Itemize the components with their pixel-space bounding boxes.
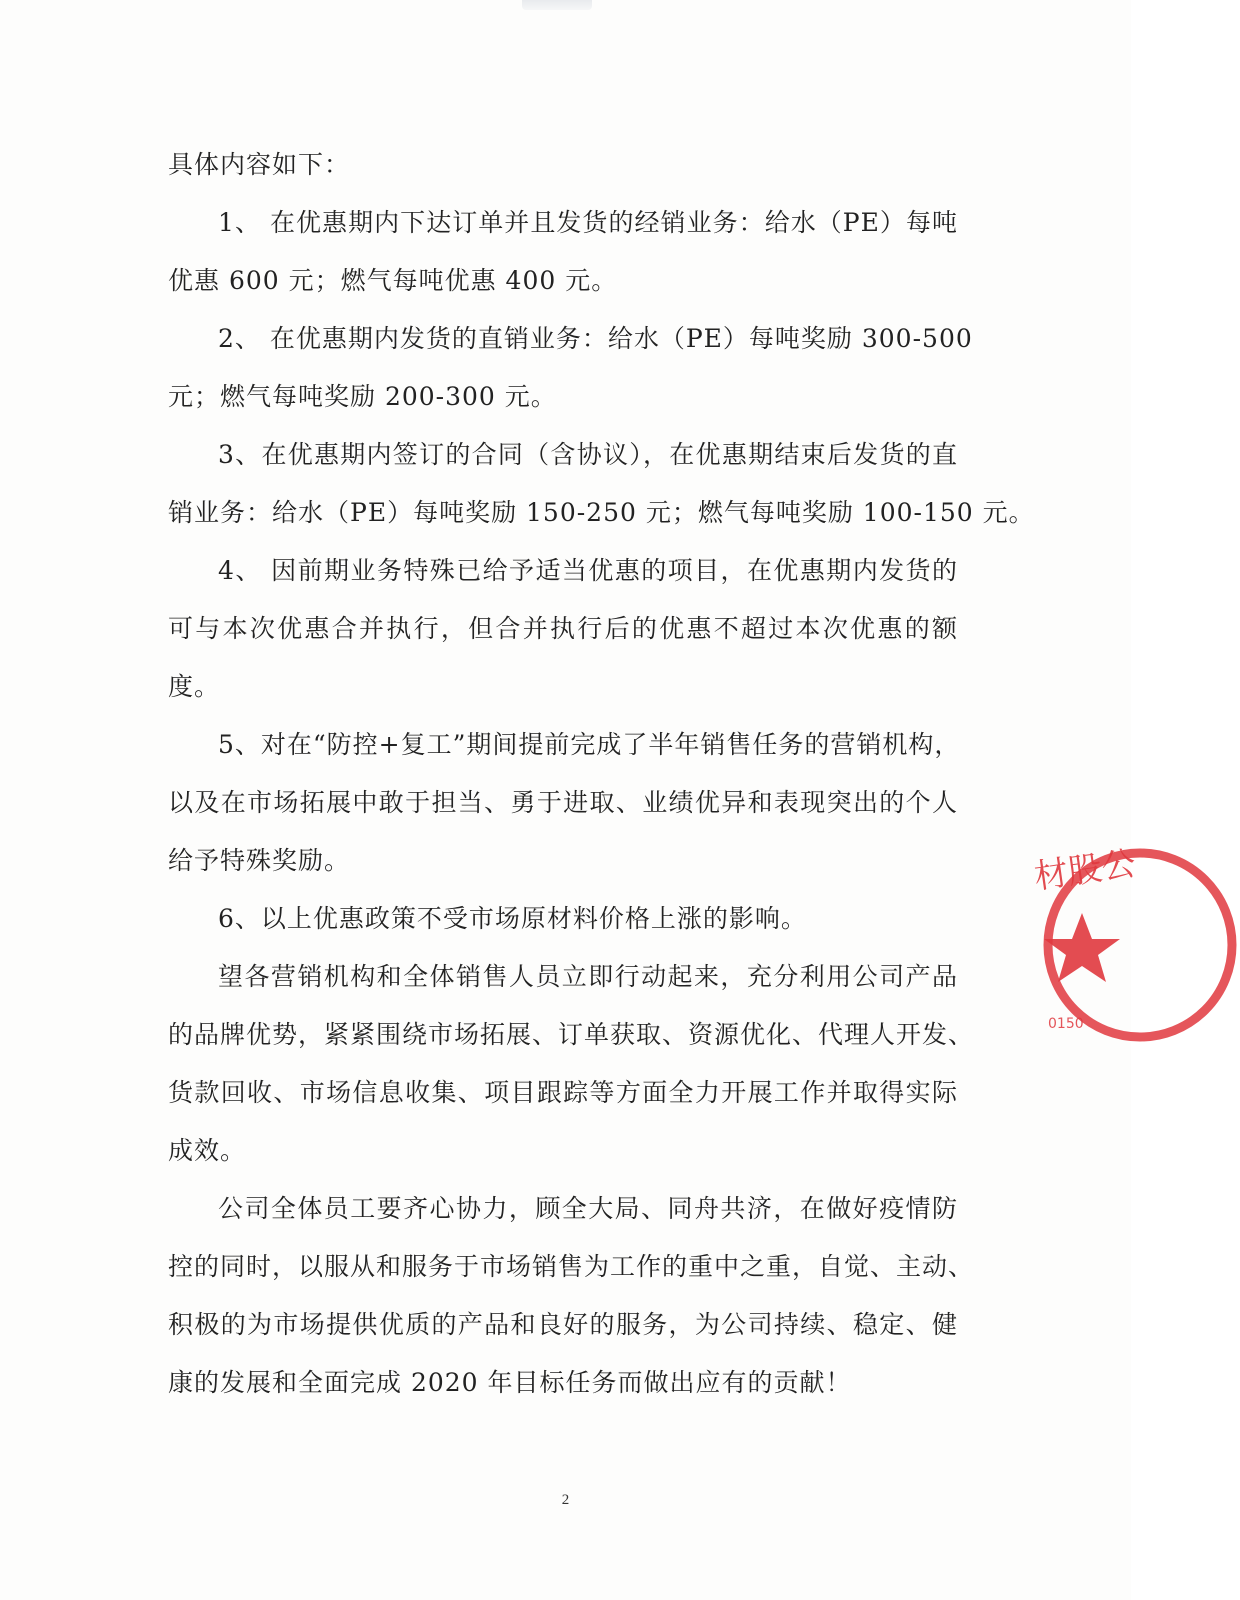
item-5-line-3: 给予特殊奖励。	[168, 846, 351, 875]
seal-code: 0150	[1048, 1016, 1084, 1032]
scan-mark	[522, 0, 592, 10]
item-1-line-2: 优惠 600 元；燃气每吨优惠 400 元。	[168, 266, 618, 295]
paragraph-2-line-2: 控的同时，以服从和服务于市场销售为工作的重中之重，自觉、主动、	[168, 1252, 975, 1281]
intro-line: 具体内容如下：	[168, 150, 351, 179]
paragraph-2-line-1: 公司全体员工要齐心协力，顾全大局、同舟共济，在做好疫情防	[218, 1194, 958, 1223]
seal-text: 材股公	[1031, 843, 1139, 898]
item-5-line-1: 5、对在“防控+复工”期间提前完成了半年销售任务的营销机构，	[218, 730, 961, 759]
seal-graphic	[1031, 825, 1240, 1065]
item-4-line-3: 度。	[168, 672, 221, 701]
paragraph-2-line-3: 积极的为市场提供优质的产品和良好的服务，为公司持续、稳定、健	[168, 1310, 958, 1339]
paragraph-1-line-3: 货款回收、市场信息收集、项目跟踪等方面全力开展工作并取得实际	[168, 1078, 958, 1107]
item-6-line-1: 6、以上优惠政策不受市场原材料价格上涨的影响。	[218, 904, 807, 933]
item-3-line-1: 3、在优惠期内签订的合同（含协议），在优惠期结束后发货的直	[218, 440, 958, 469]
company-seal	[1031, 825, 1139, 1065]
paragraph-1-line-1: 望各营销机构和全体销售人员立即行动起来，充分利用公司产品	[218, 962, 958, 991]
page-number: 2	[561, 1492, 570, 1508]
item-2-line-2: 元；燃气每吨奖励 200-300 元。	[168, 382, 557, 411]
item-4-line-1: 4、 因前期业务特殊已给予适当优惠的项目，在优惠期内发货的	[218, 556, 958, 585]
item-1-line-1: 1、 在优惠期内下达订单并且发货的经销业务：给水（PE）每吨	[218, 208, 958, 237]
paragraph-2-line-4: 康的发展和全面完成 2020 年目标任务而做出应有的贡献！	[168, 1368, 852, 1397]
item-4-line-2: 可与本次优惠合并执行，但合并执行后的优惠不超过本次优惠的额	[168, 614, 958, 643]
document-body	[168, 136, 1035, 1412]
paragraph-1-line-4: 成效。	[168, 1136, 247, 1165]
item-2-line-1: 2、 在优惠期内发货的直销业务：给水（PE）每吨奖励 300-500	[218, 324, 973, 353]
paragraph-1-line-2: 的品牌优势，紧紧围绕市场拓展、订单获取、资源优化、代理人开发、	[168, 1020, 975, 1049]
item-5-line-2: 以及在市场拓展中敢于担当、勇于进取、业绩优异和表现突出的个人	[168, 788, 958, 817]
item-3-line-2: 销业务：给水（PE）每吨奖励 150-250 元；燃气每吨奖励 100-150 元。	[168, 498, 1035, 527]
